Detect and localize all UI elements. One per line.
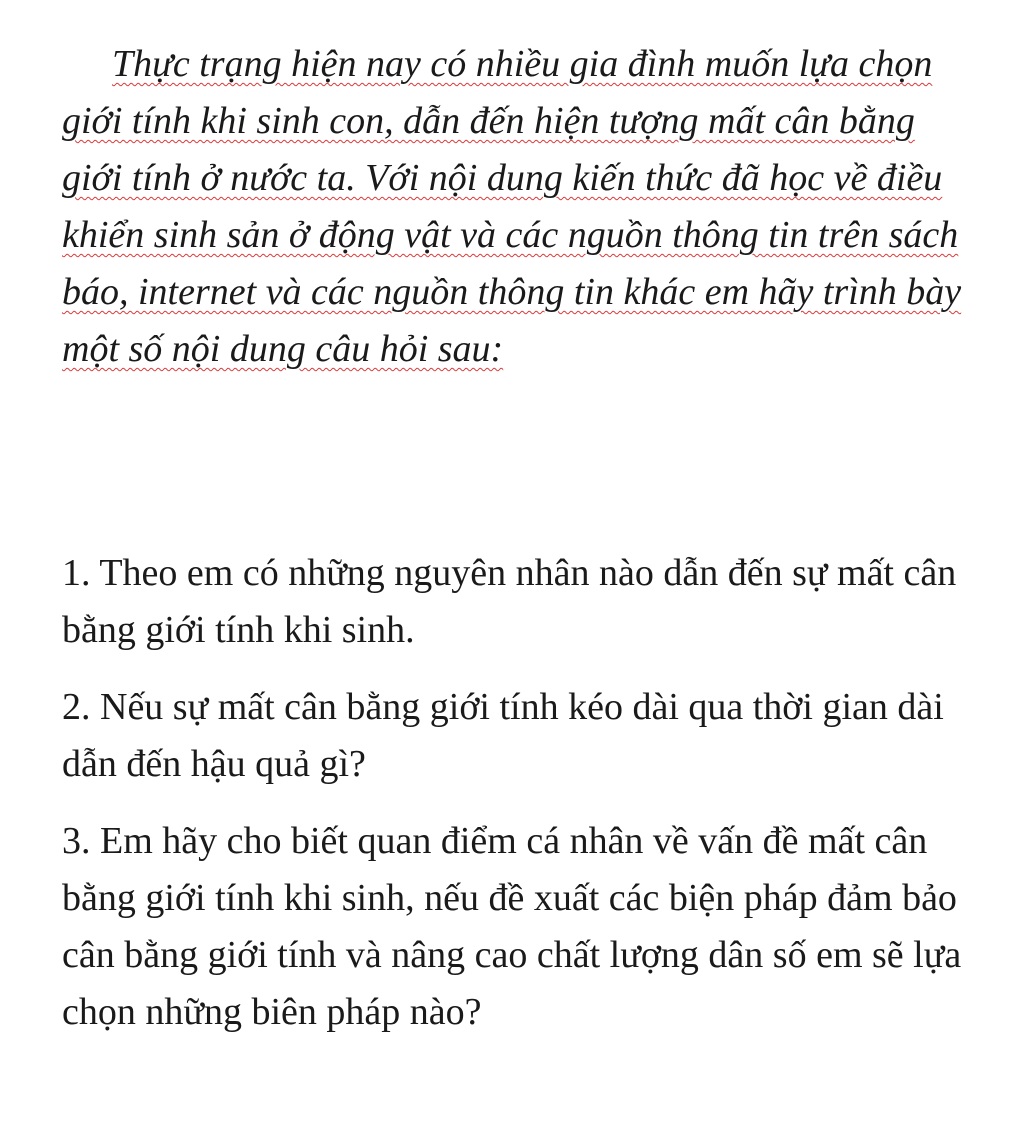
question-number: 2. bbox=[62, 686, 91, 728]
question-item bbox=[62, 679, 962, 793]
question-item bbox=[62, 813, 962, 1041]
question-text: Em hãy cho biết quan điểm cá nhân về vấn đề mất cân bằng giới tính khi sinh, nếu đề xuất các biện pháp đảm bảo cân bằng giới tính và nâng cao chất lượng dân số em sẽ lựa chọn những biên pháp nào? bbox=[62, 820, 962, 1033]
question-number: 1. bbox=[62, 552, 91, 594]
question-number: 3. bbox=[62, 820, 91, 862]
question-item bbox=[62, 545, 962, 659]
question-text: Theo em có những nguyên nhân nào dẫn đến sự mất cân bằng giới tính khi sinh. bbox=[62, 552, 957, 651]
intro-paragraph: Thực trạng hiện nay có nhiều gia đình muốn lựa chọn giới tính khi sinh con, dẫn đến hiện tượng mất cân bằng giới tính ở nước ta. Với nội dung kiến thức đã học về điều khiển sinh sản ở động vật và các nguồn thông tin trên sách báo, internet và các nguồn thông tin khác em hãy trình bày một số nội dung câu hỏi sau: bbox=[62, 43, 962, 370]
question-list bbox=[62, 545, 962, 1061]
question-text: Nếu sự mất cân bằng giới tính kéo dài qua thời gian dài dẫn đến hậu quả gì? bbox=[62, 686, 944, 785]
